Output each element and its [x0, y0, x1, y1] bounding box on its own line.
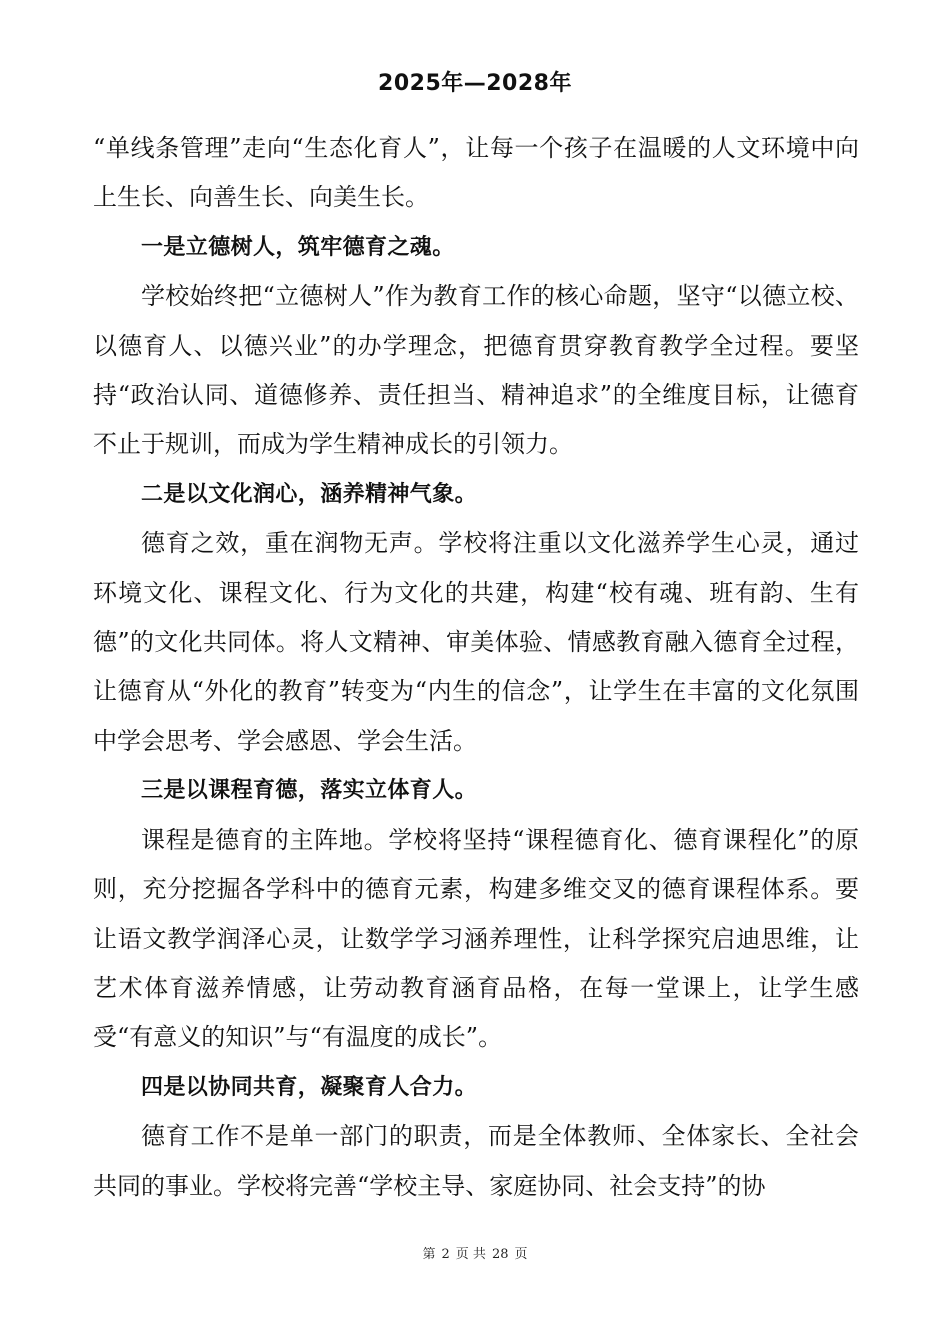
- footer-total-pages: 28: [491, 1247, 509, 1262]
- paragraph-continued: “单线条管理”走向“生态化育人”，让每一个孩子在温暖的人文环境中向上生长、向善生长、向美生长。: [93, 134, 859, 212]
- section-heading-1: 一是立德树人，筑牢德育之魂。: [141, 234, 455, 260]
- footer-suffix: 页: [514, 1247, 528, 1262]
- paragraph-3: 课程是德育的主阵地。学校将坚持“课程德育化、德育课程化”的原则，充分挖掘各学科中的德育元素，构建多维交叉的德育课程体系。要让语文教学润泽心灵，让数学学习涵养理性，让科学探究启迪思维，让艺术体育滋养情感，让劳动教育涵育品格，在每一堂课上，让学生感受“有意义的知识”与“有温度的成长”。: [93, 825, 859, 1052]
- footer-middle: 页 共: [455, 1247, 486, 1262]
- section-heading-4: 四是以协同共育，凝聚育人合力。: [141, 1074, 478, 1100]
- paragraph-4: 德育工作不是单一部门的职责，而是全体教师、全体家长、全社会共同的事业。学校将完善“学校主导、家庭协同、社会支持”的协: [93, 1122, 859, 1200]
- footer-prefix: 第: [422, 1247, 436, 1262]
- document-body: [93, 124, 859, 1211]
- page-footer: [0, 1245, 950, 1265]
- section-heading-2: 二是以文化润心，涵养精神气象。: [141, 481, 478, 507]
- page-header-title: 2025年—2028年: [378, 71, 572, 96]
- paragraph-2: 德育之效，重在润物无声。学校将注重以文化滋养学生心灵，通过环境文化、课程文化、行为文化的共建，构建“校有魂、班有韵、生有德”的文化共同体。将人文精神、审美体验、情感教育融入德育全过程，让德育从“外化的教育”转变为“内生的信念”，让学生在丰富的文化氛围中学会思考、学会感恩、学会生活。: [93, 529, 859, 755]
- paragraph-1: 学校始终把“立德树人”作为教育工作的核心命题，坚守“以德立校、以德育人、以德兴业”的办学理念，把德育贯穿教育教学全过程。要坚持“政治认同、道德修养、责任担当、精神追求”的全维度目标，让德育不止于规训，而成为学生精神成长的引领力。: [93, 282, 859, 459]
- footer-page-number: 2: [441, 1247, 450, 1262]
- section-heading-3: 三是以课程育德，落实立体育人。: [141, 778, 478, 804]
